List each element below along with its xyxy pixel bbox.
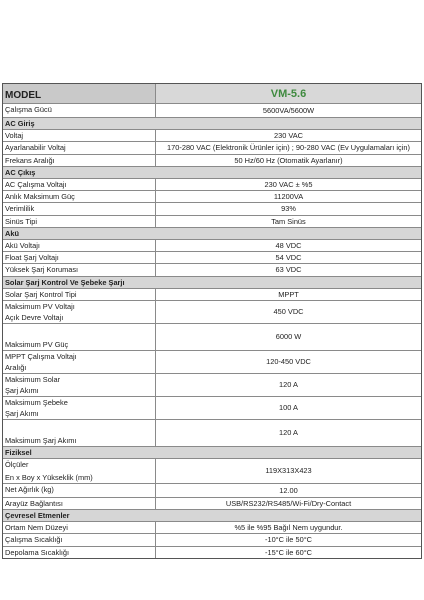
spec-table [2, 83, 422, 559]
spec-label: Maksimum Şebeke Şarj Akımı [3, 397, 156, 419]
spec-row [3, 396, 421, 419]
spec-label: Verimlilik [3, 203, 156, 214]
spec-label: Yüksek Şarj Koruması [3, 264, 156, 275]
spec-value: 120-450 VDC [266, 357, 311, 367]
spec-value: 63 VDC [275, 265, 302, 275]
spec-value: 50 Hz/60 Hz (Otomatik Ayarlanır) [234, 155, 343, 165]
spec-value: 93% [281, 204, 296, 214]
spec-row [3, 458, 421, 483]
spec-label: Ayarlanabilir Voltaj [3, 142, 156, 153]
spec-label: Solar Şarj Kontrol Tipi [3, 289, 156, 300]
spec-row [3, 323, 421, 350]
spec-row [3, 533, 421, 545]
spec-row [3, 190, 421, 202]
spec-row [3, 103, 421, 117]
model-row [3, 84, 421, 103]
spec-row [3, 300, 421, 323]
spec-value: 54 VDC [275, 253, 302, 262]
model-value: VM-5.6 [270, 87, 307, 100]
spec-value: 48 VDC [275, 240, 302, 250]
spec-row [3, 546, 421, 558]
spec-row [3, 419, 421, 446]
spec-row [3, 202, 421, 214]
spec-row [3, 373, 421, 396]
spec-row [3, 129, 421, 141]
spec-label: Frekans Aralığı [3, 155, 156, 166]
spec-value: %5 ile %95 Bağıl Nem uygundur. [234, 523, 343, 532]
model-label: MODEL [3, 84, 156, 103]
spec-label: AC Çalışma Voltajı [3, 179, 156, 190]
spec-value: 450 VDC [273, 307, 304, 317]
spec-label: Anlık Maksimum Güç [3, 191, 156, 202]
section-ac-output: AC Çıkış [3, 166, 421, 178]
spec-label: Depolama Sıcaklığı [3, 547, 156, 558]
spec-value: Tam Sinüs [271, 216, 306, 226]
spec-value: 230 VAC ± %5 [264, 179, 313, 189]
spec-value: MPPT [278, 289, 299, 299]
spec-row [3, 239, 421, 251]
spec-value: -15°C ile 60°C [265, 547, 312, 557]
section-ac-input: AC Giriş [3, 117, 421, 129]
spec-value: 6000 W [275, 332, 302, 342]
spec-label: Ölçüler En x Boy x Yükseklik (mm) [3, 459, 156, 483]
spec-row [3, 251, 421, 263]
spec-row [3, 288, 421, 300]
section-environment: Çevresel Etmenler [3, 509, 421, 521]
spec-label: Maksimum Solar Şarj Akımı [3, 374, 156, 396]
spec-row [3, 215, 421, 227]
spec-row [3, 483, 421, 497]
spec-label: Float Şarj Voltajı [3, 252, 156, 263]
section-solar-charge: Solar Şarj Kontrol Ve Şebeke Şarjı [3, 276, 421, 288]
spec-label: Maksimum PV Voltajı Açık Devre Voltajı [3, 301, 156, 323]
spec-value: 12.00 [279, 485, 298, 495]
spec-label: Maksimum Şarj Akımı [3, 420, 156, 446]
spec-value: 120 A [279, 380, 298, 390]
spec-label: Arayüz Bağlantısı [3, 498, 156, 509]
spec-value: 170-280 VAC (Elektronik Ürünler için) ; 90-280 VAC (Ev Uygulamaları için) [167, 143, 410, 153]
spec-row [3, 263, 421, 275]
spec-row [3, 350, 421, 373]
spec-label: Ortam Nem Düzeyi [3, 522, 156, 533]
spec-row [3, 521, 421, 533]
spec-value: 5600VA/5600W [262, 105, 315, 115]
spec-value: 230 VAC [273, 131, 304, 140]
section-battery: Akü [3, 227, 421, 239]
spec-value: USB/RS232/RS485/Wi-Fi/Dry-Contact [225, 498, 352, 508]
spec-value: 120 A [279, 428, 298, 438]
spec-value: -10°C ile 50°C [265, 535, 312, 545]
spec-value: 100 A [279, 403, 298, 413]
spec-value: 11200VA [273, 192, 304, 201]
section-physical: Fiziksel [3, 446, 421, 458]
spec-row [3, 178, 421, 190]
spec-label: Akü Voltajı [3, 240, 156, 251]
spec-label: Sinüs Tipi [3, 216, 156, 227]
spec-row [3, 154, 421, 166]
spec-label: Çalışma Sıcaklığı [3, 534, 156, 545]
spec-row [3, 141, 421, 153]
spec-label: Maksimum PV Güç [3, 324, 156, 350]
spec-label: Net Ağırlık (kg) [3, 484, 156, 497]
spec-label: MPPT Çalışma Voltajı Aralığı [3, 351, 156, 373]
spec-value: 119X313X423 [265, 466, 312, 476]
spec-label: Voltaj [3, 130, 156, 141]
spec-row [3, 497, 421, 509]
spec-label: Çalışma Gücü [3, 104, 156, 117]
